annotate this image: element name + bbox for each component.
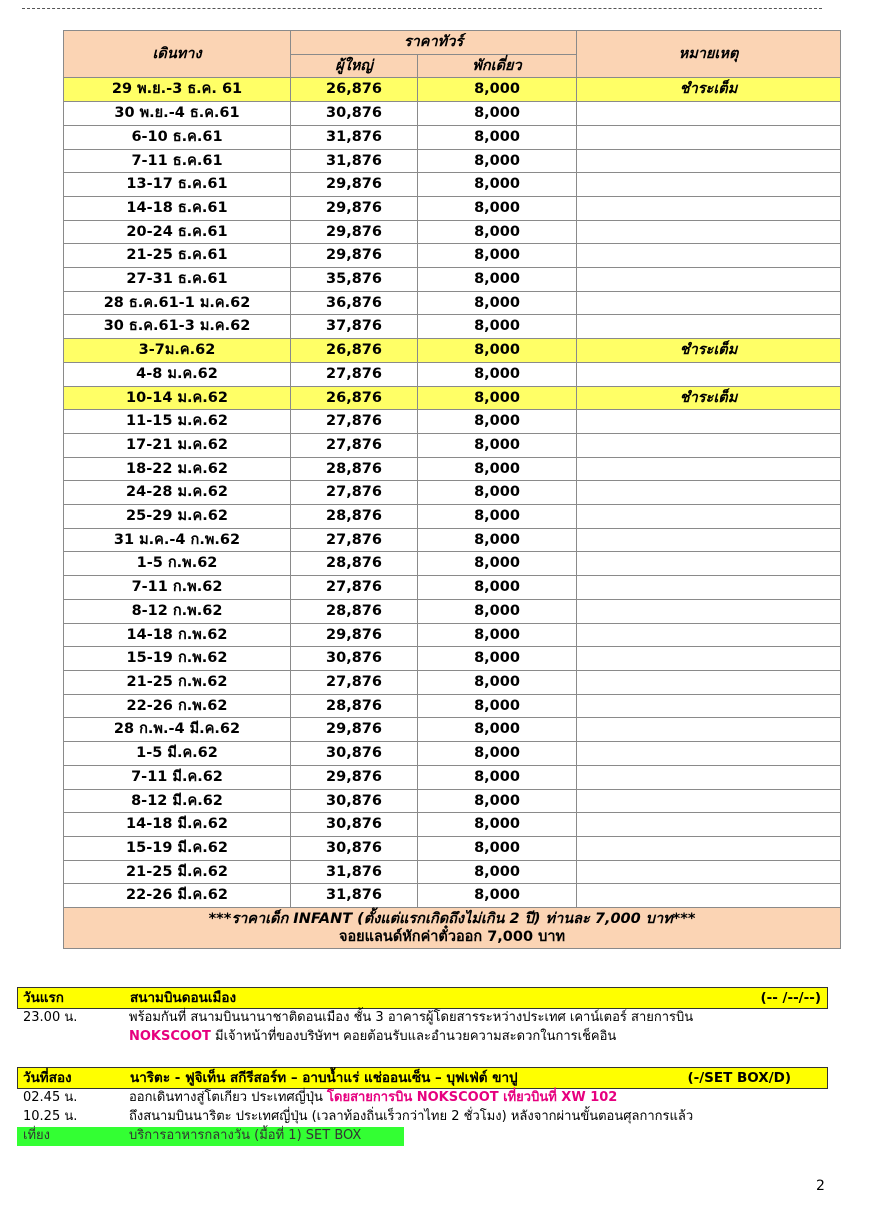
row-adult-price: 30,876 [291,836,418,860]
row-single-supplement: 8,000 [418,386,577,410]
row-adult-price: 30,876 [291,813,418,837]
row-single-supplement: 8,000 [418,505,577,529]
row-note [577,647,841,671]
table-row [64,244,841,268]
table-row [64,362,841,386]
row-adult-price: 28,876 [291,694,418,718]
table-row [64,315,841,339]
row-note [577,718,841,742]
day2-header-bar [17,1067,828,1089]
row-note [577,291,841,315]
top-dashed-divider [22,8,822,9]
row-note [577,765,841,789]
row-adult-price: 30,876 [291,102,418,126]
row-single-supplement: 8,000 [418,765,577,789]
row-note [577,670,841,694]
row-date: 30 ธ.ค.61-3 ม.ค.62 [64,315,291,339]
table-row [64,836,841,860]
row-single-supplement: 8,000 [418,860,577,884]
row-single-supplement: 8,000 [418,268,577,292]
row-single-supplement: 8,000 [418,718,577,742]
day2-row-2 [17,1108,828,1127]
row-adult-price: 28,876 [291,599,418,623]
day2-row-3 [17,1127,404,1146]
header-note: หมายเหตุ [577,31,841,78]
table-row [64,78,841,102]
row-date: 28 ก.พ.-4 มี.ค.62 [64,718,291,742]
table-row [64,268,841,292]
joinland-line: จอยแลนด์หักค่าตั๋วออก 7,000 บาท [338,929,566,946]
row-adult-price: 35,876 [291,268,418,292]
row-adult-price: 27,876 [291,481,418,505]
row-adult-price: 26,876 [291,386,418,410]
row-date: 10-14 ม.ค.62 [64,386,291,410]
row-date: 11-15 ม.ค.62 [64,410,291,434]
day2-text2: ถึงสนามบินนาริตะ ประเทศญี่ปุ่น (เวลาท้องถิ่นเร็วกว่าไทย 2 ชั่วโมง) หลังจากผ่านขั้นตอนศุลกากรแล้ว [129,1109,694,1124]
row-single-supplement: 8,000 [418,836,577,860]
day2-label: วันที่สอง [23,1070,72,1086]
row-date: 14-18 ก.พ.62 [64,623,291,647]
row-single-supplement: 8,000 [418,433,577,457]
airline-name: NOKSCOOT [129,1029,211,1044]
row-date: 28 ธ.ค.61-1 ม.ค.62 [64,291,291,315]
table-row [64,339,841,363]
row-note [577,457,841,481]
row-adult-price: 27,876 [291,670,418,694]
row-single-supplement: 8,000 [418,789,577,813]
day2-time2: 10.25 น. [23,1109,78,1124]
table-row [64,694,841,718]
row-single-supplement: 8,000 [418,623,577,647]
row-single-supplement: 8,000 [418,670,577,694]
day2-section [17,1067,828,1146]
header-price-group: ราคาทัวร์ [291,31,577,55]
row-single-supplement: 8,000 [418,291,577,315]
header-route: เดินทาง [64,31,291,78]
table-row [64,718,841,742]
row-note [577,362,841,386]
row-note [577,433,841,457]
price-table-body [64,78,841,908]
row-adult-price: 29,876 [291,220,418,244]
row-single-supplement: 8,000 [418,315,577,339]
day2-text3: บริการอาหารกลางวัน (มื้อที่ 1) SET BOX [129,1128,362,1143]
row-adult-price: 30,876 [291,789,418,813]
row-adult-price: 31,876 [291,860,418,884]
row-date: 20-24 ธ.ค.61 [64,220,291,244]
row-adult-price: 27,876 [291,433,418,457]
infant-price-line: ***ราคาเด็ก INFANT (ตั้งแต่แรกเกิดถึงไม่เกิน 2 ปี) ท่านละ 7,000 บาท*** [208,911,696,928]
table-row [64,102,841,126]
row-date: 17-21 ม.ค.62 [64,433,291,457]
table-row [64,789,841,813]
row-date: 25-29 ม.ค.62 [64,505,291,529]
day2-time1: 02.45 น. [23,1090,78,1105]
row-adult-price: 27,876 [291,362,418,386]
row-date: 8-12 ก.พ.62 [64,599,291,623]
row-adult-price: 28,876 [291,552,418,576]
row-adult-price: 30,876 [291,742,418,766]
row-note [577,836,841,860]
day2-meals: (-/SET BOX/D) [687,1070,791,1086]
row-single-supplement: 8,000 [418,647,577,671]
table-row [64,125,841,149]
row-single-supplement: 8,000 [418,220,577,244]
row-single-supplement: 8,000 [418,78,577,102]
table-row [64,860,841,884]
row-single-supplement: 8,000 [418,457,577,481]
row-adult-price: 26,876 [291,339,418,363]
table-row [64,291,841,315]
day1-row-2 [17,1028,828,1047]
table-row [64,220,841,244]
row-note [577,315,841,339]
table-row [64,670,841,694]
table-row [64,528,841,552]
table-row [64,552,841,576]
table-row [64,576,841,600]
table-row [64,386,841,410]
row-date: 24-28 ม.ค.62 [64,481,291,505]
row-adult-price: 29,876 [291,765,418,789]
page-number: 2 [816,1178,825,1194]
row-single-supplement: 8,000 [418,244,577,268]
row-adult-price: 27,876 [291,528,418,552]
row-adult-price: 36,876 [291,291,418,315]
row-date: 27-31 ธ.ค.61 [64,268,291,292]
row-date: 8-12 มี.ค.62 [64,789,291,813]
row-adult-price: 29,876 [291,718,418,742]
row-adult-price: 30,876 [291,647,418,671]
row-adult-price: 29,876 [291,173,418,197]
table-row [64,813,841,837]
row-note: ชำระเต็ม [577,78,841,102]
row-adult-price: 37,876 [291,315,418,339]
row-note [577,528,841,552]
row-date: 21-25 ธ.ค.61 [64,244,291,268]
row-date: 3-7ม.ค.62 [64,339,291,363]
table-row [64,196,841,220]
infant-price-note [64,908,841,949]
row-note [577,220,841,244]
row-single-supplement: 8,000 [418,599,577,623]
row-note [577,860,841,884]
row-single-supplement: 8,000 [418,125,577,149]
row-single-supplement: 8,000 [418,552,577,576]
row-note [577,576,841,600]
day1-row [17,1009,828,1028]
table-row [64,457,841,481]
row-note [577,789,841,813]
table-row [64,481,841,505]
row-single-supplement: 8,000 [418,149,577,173]
row-single-supplement: 8,000 [418,196,577,220]
row-single-supplement: 8,000 [418,813,577,837]
row-note [577,813,841,837]
day1-line2-rest: มีเจ้าหน้าที่ของบริษัทฯ คอยต้อนรับและอำนวยความสะดวกในการเช็คอิน [210,1029,617,1044]
day2-row-1 [17,1089,828,1108]
row-adult-price: 31,876 [291,149,418,173]
row-note [577,694,841,718]
row-single-supplement: 8,000 [418,576,577,600]
day2-text1-plain: ออกเดินทางสู่โตเกียว ประเทศญี่ปุ่น [129,1090,328,1105]
row-adult-price: 26,876 [291,78,418,102]
row-single-supplement: 8,000 [418,884,577,908]
row-note [577,623,841,647]
row-date: 15-19 มี.ค.62 [64,836,291,860]
day2-title: นาริตะ - ฟูจิเท็น สกีรีสอร์ท – อาบน้ำแร่ แช่ออนเซ็น – บุฟเฟ่ต์ ขาปู [130,1070,518,1086]
row-date: 7-11 ก.พ.62 [64,576,291,600]
row-date: 30 พ.ย.-4 ธ.ค.61 [64,102,291,126]
row-date: 13-17 ธ.ค.61 [64,173,291,197]
row-note [577,599,841,623]
row-date: 15-19 ก.พ.62 [64,647,291,671]
row-note [577,410,841,434]
table-row [64,623,841,647]
row-note [577,244,841,268]
day2-time3: เที่ยง [23,1128,50,1143]
day1-meals: (-- /--/--) [760,990,821,1006]
row-date: 21-25 ก.พ.62 [64,670,291,694]
row-adult-price: 27,876 [291,576,418,600]
row-date: 21-25 มี.ค.62 [64,860,291,884]
table-row [64,505,841,529]
header-adult: ผู้ใหญ่ [291,54,418,78]
row-note [577,173,841,197]
row-date: 18-22 ม.ค.62 [64,457,291,481]
row-note [577,102,841,126]
row-single-supplement: 8,000 [418,410,577,434]
row-single-supplement: 8,000 [418,528,577,552]
row-date: 7-11 มี.ค.62 [64,765,291,789]
row-note [577,884,841,908]
row-date: 14-18 มี.ค.62 [64,813,291,837]
table-row [64,433,841,457]
row-single-supplement: 8,000 [418,102,577,126]
row-adult-price: 31,876 [291,884,418,908]
row-note [577,149,841,173]
row-date: 14-18 ธ.ค.61 [64,196,291,220]
table-row [64,410,841,434]
table-row [64,884,841,908]
row-date: 4-8 ม.ค.62 [64,362,291,386]
header-single: พักเดี่ยว [418,54,577,78]
row-single-supplement: 8,000 [418,694,577,718]
day1-line1: พร้อมกันที่ สนามบินนานาชาติดอนเมือง ชั้น 3 อาคารผู้โดยสารระหว่างประเทศ เคาน์เตอร์ สายการบิน [129,1010,694,1025]
table-row [64,765,841,789]
row-date: 22-26 ก.พ.62 [64,694,291,718]
day1-header-bar [17,987,828,1009]
table-row [64,173,841,197]
row-note [577,125,841,149]
flight-info: โดยสายการบิน NOKSCOOT เที่ยวบินที่ XW 102 [327,1090,618,1105]
day1-label: วันแรก [23,990,64,1006]
day1-title: สนามบินดอนเมือง [130,990,237,1006]
row-adult-price: 27,876 [291,410,418,434]
row-date: 6-10 ธ.ค.61 [64,125,291,149]
row-single-supplement: 8,000 [418,173,577,197]
row-single-supplement: 8,000 [418,362,577,386]
row-note [577,505,841,529]
row-note [577,196,841,220]
row-note: ชำระเต็ม [577,386,841,410]
table-row [64,149,841,173]
table-row [64,599,841,623]
row-note [577,552,841,576]
row-date: 1-5 ก.พ.62 [64,552,291,576]
row-adult-price: 31,876 [291,125,418,149]
row-date: 7-11 ธ.ค.61 [64,149,291,173]
row-note [577,268,841,292]
row-note [577,481,841,505]
table-row [64,647,841,671]
row-note [577,742,841,766]
row-adult-price: 28,876 [291,505,418,529]
row-adult-price: 29,876 [291,244,418,268]
table-row [64,742,841,766]
row-single-supplement: 8,000 [418,339,577,363]
row-adult-price: 28,876 [291,457,418,481]
day2-text1 [129,1089,617,1107]
row-single-supplement: 8,000 [418,742,577,766]
day1-time: 23.00 น. [23,1010,78,1025]
row-note: ชำระเต็ม [577,339,841,363]
row-adult-price: 29,876 [291,196,418,220]
row-date: 22-26 มี.ค.62 [64,884,291,908]
tour-price-table [63,30,841,949]
row-single-supplement: 8,000 [418,481,577,505]
row-adult-price: 29,876 [291,623,418,647]
row-date: 1-5 มี.ค.62 [64,742,291,766]
day1-line2 [129,1028,616,1046]
row-date: 31 ม.ค.-4 ก.พ.62 [64,528,291,552]
day1-section [17,987,828,1047]
row-date: 29 พ.ย.-3 ธ.ค. 61 [64,78,291,102]
